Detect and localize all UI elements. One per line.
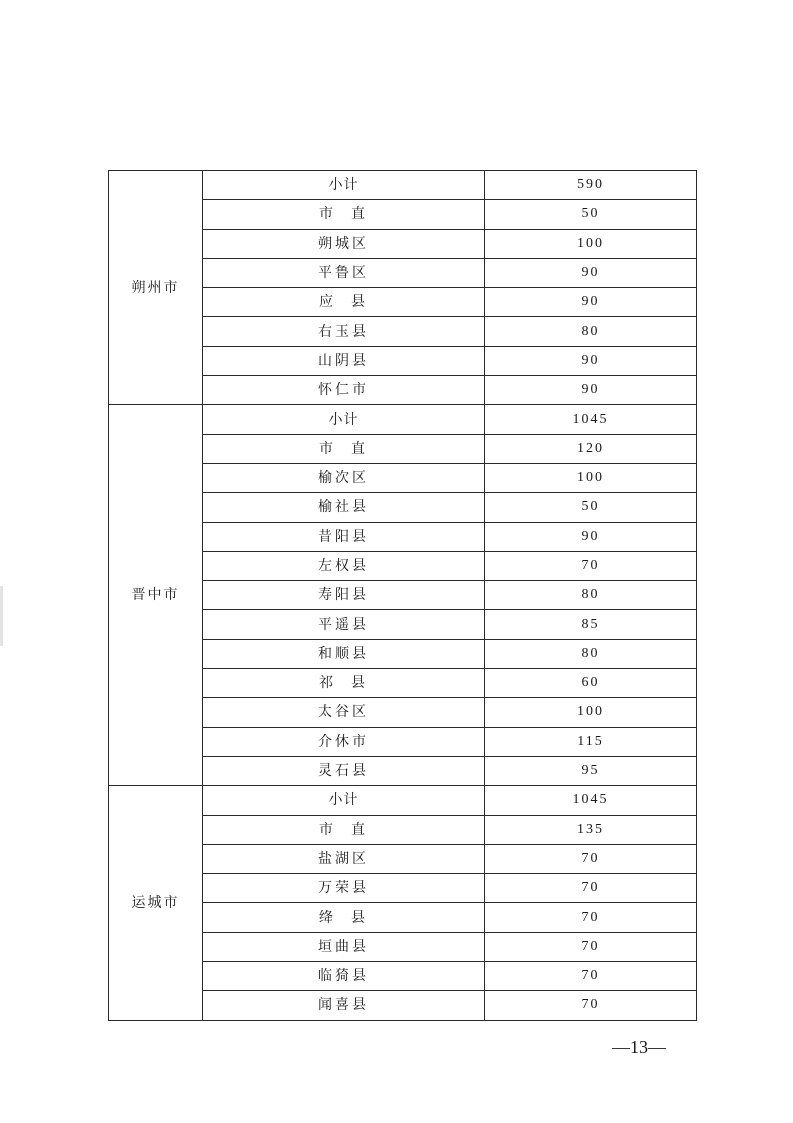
quota-value-cell: 60 <box>485 669 697 698</box>
county-cell: 平遥县 <box>203 610 485 639</box>
table-row <box>109 405 697 434</box>
county-cell: 山阴县 <box>203 346 485 375</box>
quota-value-cell: 70 <box>485 991 697 1020</box>
quota-table <box>108 170 697 1021</box>
county-cell: 寿阳县 <box>203 581 485 610</box>
quota-value-cell: 70 <box>485 932 697 961</box>
county-cell: 祁 县 <box>203 669 485 698</box>
quota-table-body <box>109 171 697 1021</box>
quota-value-cell: 95 <box>485 756 697 785</box>
county-cell: 朔城区 <box>203 229 485 258</box>
subtotal-value-cell: 1045 <box>485 786 697 815</box>
quota-value-cell: 90 <box>485 288 697 317</box>
quota-value-cell: 80 <box>485 639 697 668</box>
subtotal-value-cell: 590 <box>485 171 697 200</box>
county-cell: 市 直 <box>203 200 485 229</box>
county-cell: 昔阳县 <box>203 522 485 551</box>
subtotal-value-cell: 1045 <box>485 405 697 434</box>
county-cell: 垣曲县 <box>203 932 485 961</box>
quota-value-cell: 90 <box>485 258 697 287</box>
county-cell: 临猗县 <box>203 962 485 991</box>
quota-value-cell: 135 <box>485 815 697 844</box>
quota-value-cell: 80 <box>485 581 697 610</box>
quota-value-cell: 90 <box>485 376 697 405</box>
quota-value-cell: 70 <box>485 903 697 932</box>
city-cell: 朔州市 <box>109 171 203 405</box>
quota-value-cell: 90 <box>485 346 697 375</box>
city-cell: 运城市 <box>109 786 203 1020</box>
county-cell: 盐湖区 <box>203 844 485 873</box>
quota-value-cell: 70 <box>485 962 697 991</box>
quota-value-cell: 90 <box>485 522 697 551</box>
county-cell: 榆次区 <box>203 463 485 492</box>
quota-value-cell: 115 <box>485 727 697 756</box>
subtotal-label-cell: 小计 <box>203 171 485 200</box>
quota-value-cell: 85 <box>485 610 697 639</box>
county-cell: 市 直 <box>203 815 485 844</box>
quota-value-cell: 100 <box>485 229 697 258</box>
quota-value-cell: 50 <box>485 200 697 229</box>
quota-value-cell: 50 <box>485 493 697 522</box>
county-cell: 怀仁市 <box>203 376 485 405</box>
subtotal-label-cell: 小计 <box>203 786 485 815</box>
quota-value-cell: 80 <box>485 317 697 346</box>
city-cell: 晋中市 <box>109 405 203 786</box>
county-cell: 平鲁区 <box>203 258 485 287</box>
county-cell: 太谷区 <box>203 698 485 727</box>
county-cell: 榆社县 <box>203 493 485 522</box>
county-cell: 左权县 <box>203 551 485 580</box>
county-cell: 右玉县 <box>203 317 485 346</box>
quota-value-cell: 70 <box>485 551 697 580</box>
county-cell: 介休市 <box>203 727 485 756</box>
quota-value-cell: 100 <box>485 463 697 492</box>
quota-value-cell: 100 <box>485 698 697 727</box>
county-cell: 和顺县 <box>203 639 485 668</box>
quota-value-cell: 120 <box>485 434 697 463</box>
county-cell: 市 直 <box>203 434 485 463</box>
county-cell: 应 县 <box>203 288 485 317</box>
county-cell: 绛 县 <box>203 903 485 932</box>
quota-value-cell: 70 <box>485 874 697 903</box>
subtotal-label-cell: 小计 <box>203 405 485 434</box>
page-number: —13— <box>612 1037 666 1057</box>
scan-edge-mark <box>0 586 3 646</box>
table-row <box>109 171 697 200</box>
quota-value-cell: 70 <box>485 844 697 873</box>
table-row <box>109 786 697 815</box>
county-cell: 万荣县 <box>203 874 485 903</box>
county-cell: 闻喜县 <box>203 991 485 1020</box>
county-cell: 灵石县 <box>203 756 485 785</box>
